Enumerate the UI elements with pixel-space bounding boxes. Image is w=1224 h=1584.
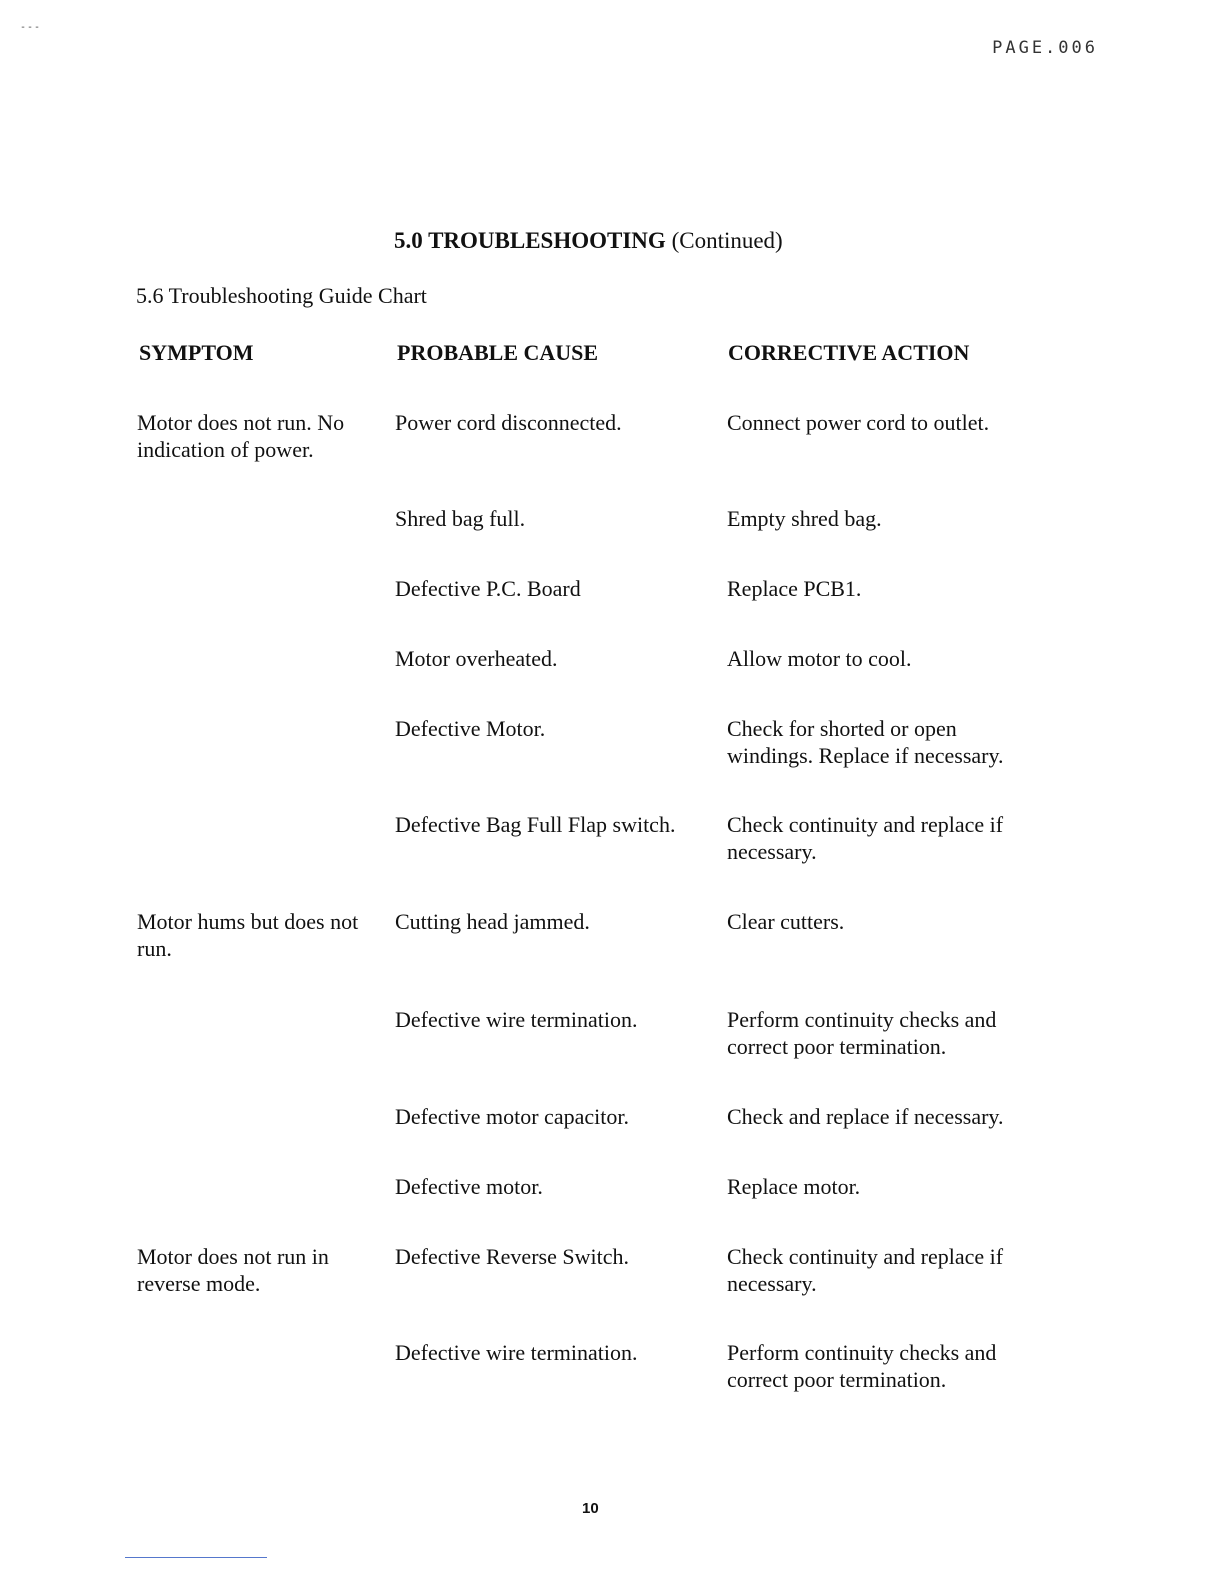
row-5-cause: Defective Motor. (395, 716, 546, 741)
row-6-action: Check continuity and replace if necessary. (727, 812, 1004, 864)
row-9-cause: Defective motor capacitor. (395, 1104, 629, 1129)
row-3-action: Replace PCB1. (727, 576, 862, 601)
row-7-action: Clear cutters. (727, 909, 845, 934)
row-12-action: Perform continuity checks and correct poor termination. (727, 1340, 997, 1392)
row-8-action: Perform continuity checks and correct poor termination. (727, 1007, 997, 1059)
row-10-cause: Defective motor. (395, 1174, 543, 1199)
row-8-cause: Defective wire termination. (395, 1007, 638, 1032)
row-12-cause: Defective wire termination. (395, 1340, 638, 1365)
row-3-cause: Defective P.C. Board (395, 576, 581, 601)
section-title-main: 5.0 TROUBLESHOOTING (394, 228, 666, 253)
row-2-action: Empty shred bag. (727, 506, 882, 531)
fax-page-header: PAGE.006 (992, 38, 1098, 58)
row-11-action: Check continuity and replace if necessary. (727, 1244, 1004, 1296)
subsection-title: 5.6 Troubleshooting Guide Chart (136, 283, 427, 308)
row-1-action: Connect power cord to outlet. (727, 410, 990, 435)
row-4-action: Allow motor to cool. (727, 646, 912, 671)
row-4-cause: Motor overheated. (395, 646, 558, 671)
column-header-action: CORRECTIVE ACTION (728, 340, 970, 365)
bottom-rule (125, 1557, 267, 1558)
corner-mark: --- (20, 22, 42, 33)
section-title-suffix: (Continued) (671, 228, 783, 253)
row-1-symptom: Motor does not run. No indication of power. (137, 410, 345, 462)
row-11-cause: Defective Reverse Switch. (395, 1244, 629, 1269)
column-header-symptom: SYMPTOM (139, 340, 254, 365)
row-2-cause: Shred bag full. (395, 506, 526, 531)
row-6-cause: Defective Bag Full Flap switch. (395, 812, 676, 837)
row-5-action: Check for shorted or open windings. Replace if necessary. (727, 716, 1004, 768)
section-title (394, 228, 783, 254)
page-number: 10 (582, 1500, 599, 1517)
row-11-symptom: Motor does not run in reverse mode. (137, 1244, 329, 1296)
row-10-action: Replace motor. (727, 1174, 861, 1199)
row-7-cause: Cutting head jammed. (395, 909, 590, 934)
row-9-action: Check and replace if necessary. (727, 1104, 1004, 1129)
column-header-cause: PROBABLE CAUSE (397, 340, 599, 365)
row-7-symptom: Motor hums but does not run. (137, 909, 359, 961)
row-1-cause: Power cord disconnected. (395, 410, 622, 435)
